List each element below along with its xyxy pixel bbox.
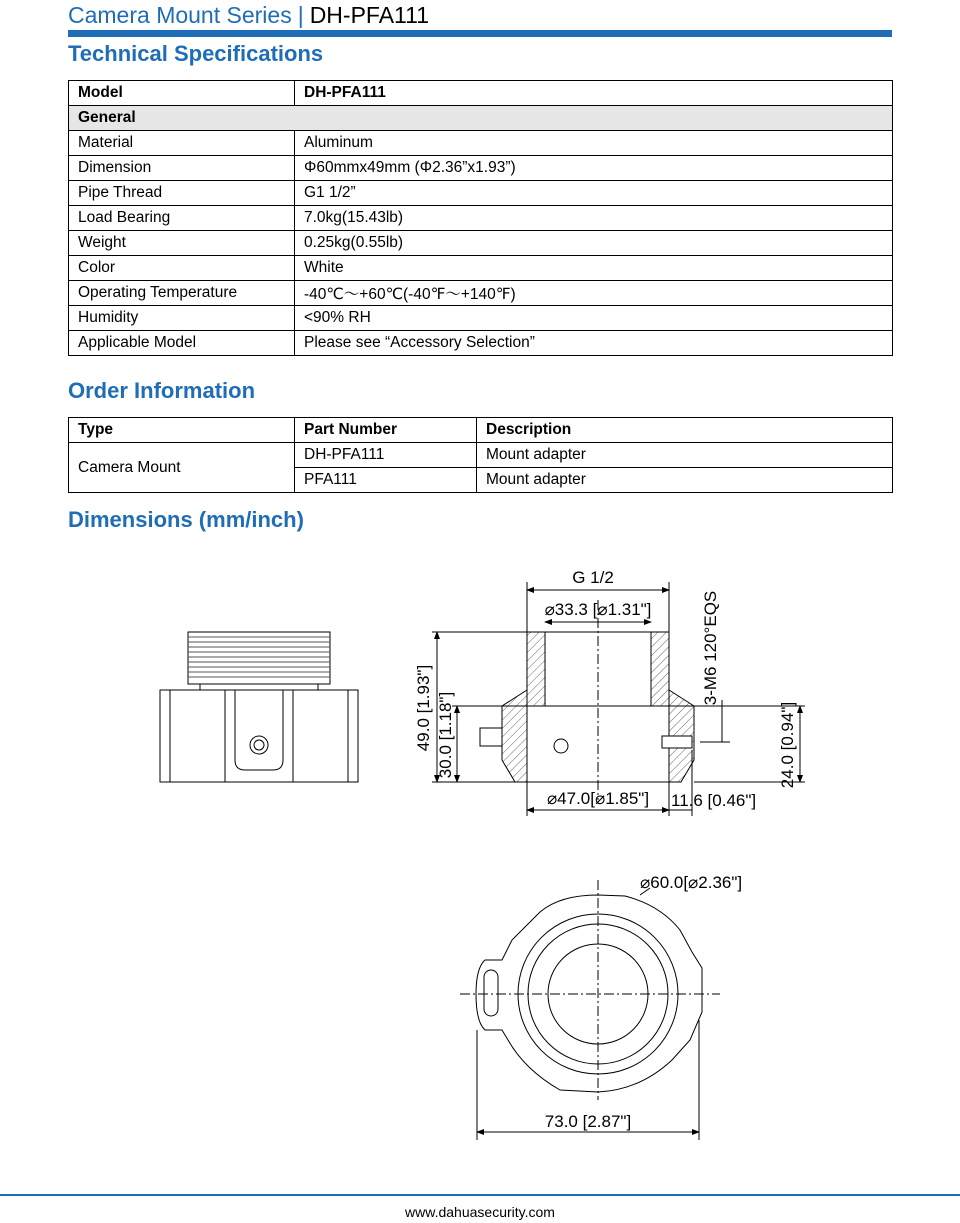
spec-value: DH-PFA111 — [295, 81, 893, 106]
col-part-number: Part Number — [295, 418, 477, 443]
spec-label: Dimension — [69, 156, 295, 181]
spec-row — [69, 281, 893, 306]
order-desc: Mount adapter — [477, 468, 893, 493]
spec-label: Applicable Model — [69, 331, 295, 356]
spec-row — [69, 181, 893, 206]
spec-group-row — [69, 106, 893, 131]
order-type: Camera Mount — [69, 443, 295, 493]
header-separator: | — [297, 2, 304, 28]
dim-screws-label: 3-M6 120°EQS — [701, 590, 720, 706]
spec-value: G1 1/2” — [295, 181, 893, 206]
model-name: DH-PFA111 — [309, 2, 429, 28]
spec-value: -40℃～+60℃(-40℉～+140℉) — [295, 281, 893, 306]
spec-label: Model — [69, 81, 295, 106]
spec-label: Color — [69, 256, 295, 281]
col-description: Description — [477, 418, 893, 443]
spec-value: Please see “Accessory Selection” — [295, 331, 893, 356]
order-desc: Mount adapter — [477, 443, 893, 468]
dim-width-label: 73.0 [2.87"] — [544, 1112, 632, 1131]
spec-value: 7.0kg(15.43lb) — [295, 206, 893, 231]
spec-value: Aluminum — [295, 131, 893, 156]
order-part: DH-PFA111 — [295, 443, 477, 468]
dim-screw-len-label: 11.6 [0.46"] — [671, 791, 757, 810]
spec-row — [69, 156, 893, 181]
spec-table — [68, 80, 893, 356]
footer-url[interactable]: www.dahuasecurity.com — [405, 1204, 555, 1220]
spec-value: <90% RH — [295, 306, 893, 331]
spec-label: Material — [69, 131, 295, 156]
spec-label: Operating Temperature — [69, 281, 295, 306]
dim-base-dia-label: ⌀47.0[⌀1.85"] — [546, 789, 650, 808]
spec-row — [69, 231, 893, 256]
dim-body-height-label: 30.0 [1.18"] — [436, 691, 455, 779]
page-header — [68, 0, 892, 38]
order-info-heading: Order Information — [68, 378, 256, 403]
dim-thread-label: G 1/2 — [572, 568, 614, 587]
dim-inner-dia-label: ⌀33.3 [⌀1.31"] — [544, 600, 652, 619]
spec-row — [69, 331, 893, 356]
footer-line — [0, 1194, 960, 1196]
series-name: Camera Mount Series — [68, 2, 292, 28]
spec-row — [69, 256, 893, 281]
spec-value: 0.25kg(0.55lb) — [295, 231, 893, 256]
dimension-drawing — [0, 540, 960, 1200]
order-header-row — [69, 418, 893, 443]
spec-label: Humidity — [69, 306, 295, 331]
header-title — [68, 0, 429, 30]
side-view — [160, 632, 358, 782]
spec-group-label: General — [69, 106, 893, 131]
dim-outer-dia-label: ⌀60.0[⌀2.36"] — [640, 873, 743, 892]
tech-specs-heading: Technical Specifications — [68, 41, 324, 66]
dimensions-heading: Dimensions (mm/inch) — [68, 507, 304, 532]
spec-header-row — [69, 81, 893, 106]
spec-row — [69, 306, 893, 331]
spec-label: Load Bearing — [69, 206, 295, 231]
order-part: PFA111 — [295, 468, 477, 493]
top-view — [460, 880, 720, 1140]
spec-label: Pipe Thread — [69, 181, 295, 206]
spec-value: Φ60mmx49mm (Φ2.36”x1.93”) — [295, 156, 893, 181]
section-view — [480, 600, 694, 800]
spec-label: Weight — [69, 231, 295, 256]
dim-screw-height-label: 24.0 [0.94"] — [778, 701, 797, 789]
dim-total-height-label: 49.0 [1.93"] — [414, 664, 433, 752]
spec-row — [69, 206, 893, 231]
spec-row — [69, 131, 893, 156]
header-bar — [68, 30, 892, 37]
col-type: Type — [69, 418, 295, 443]
spec-value: White — [295, 256, 893, 281]
order-row — [69, 443, 893, 468]
order-table — [68, 417, 893, 493]
